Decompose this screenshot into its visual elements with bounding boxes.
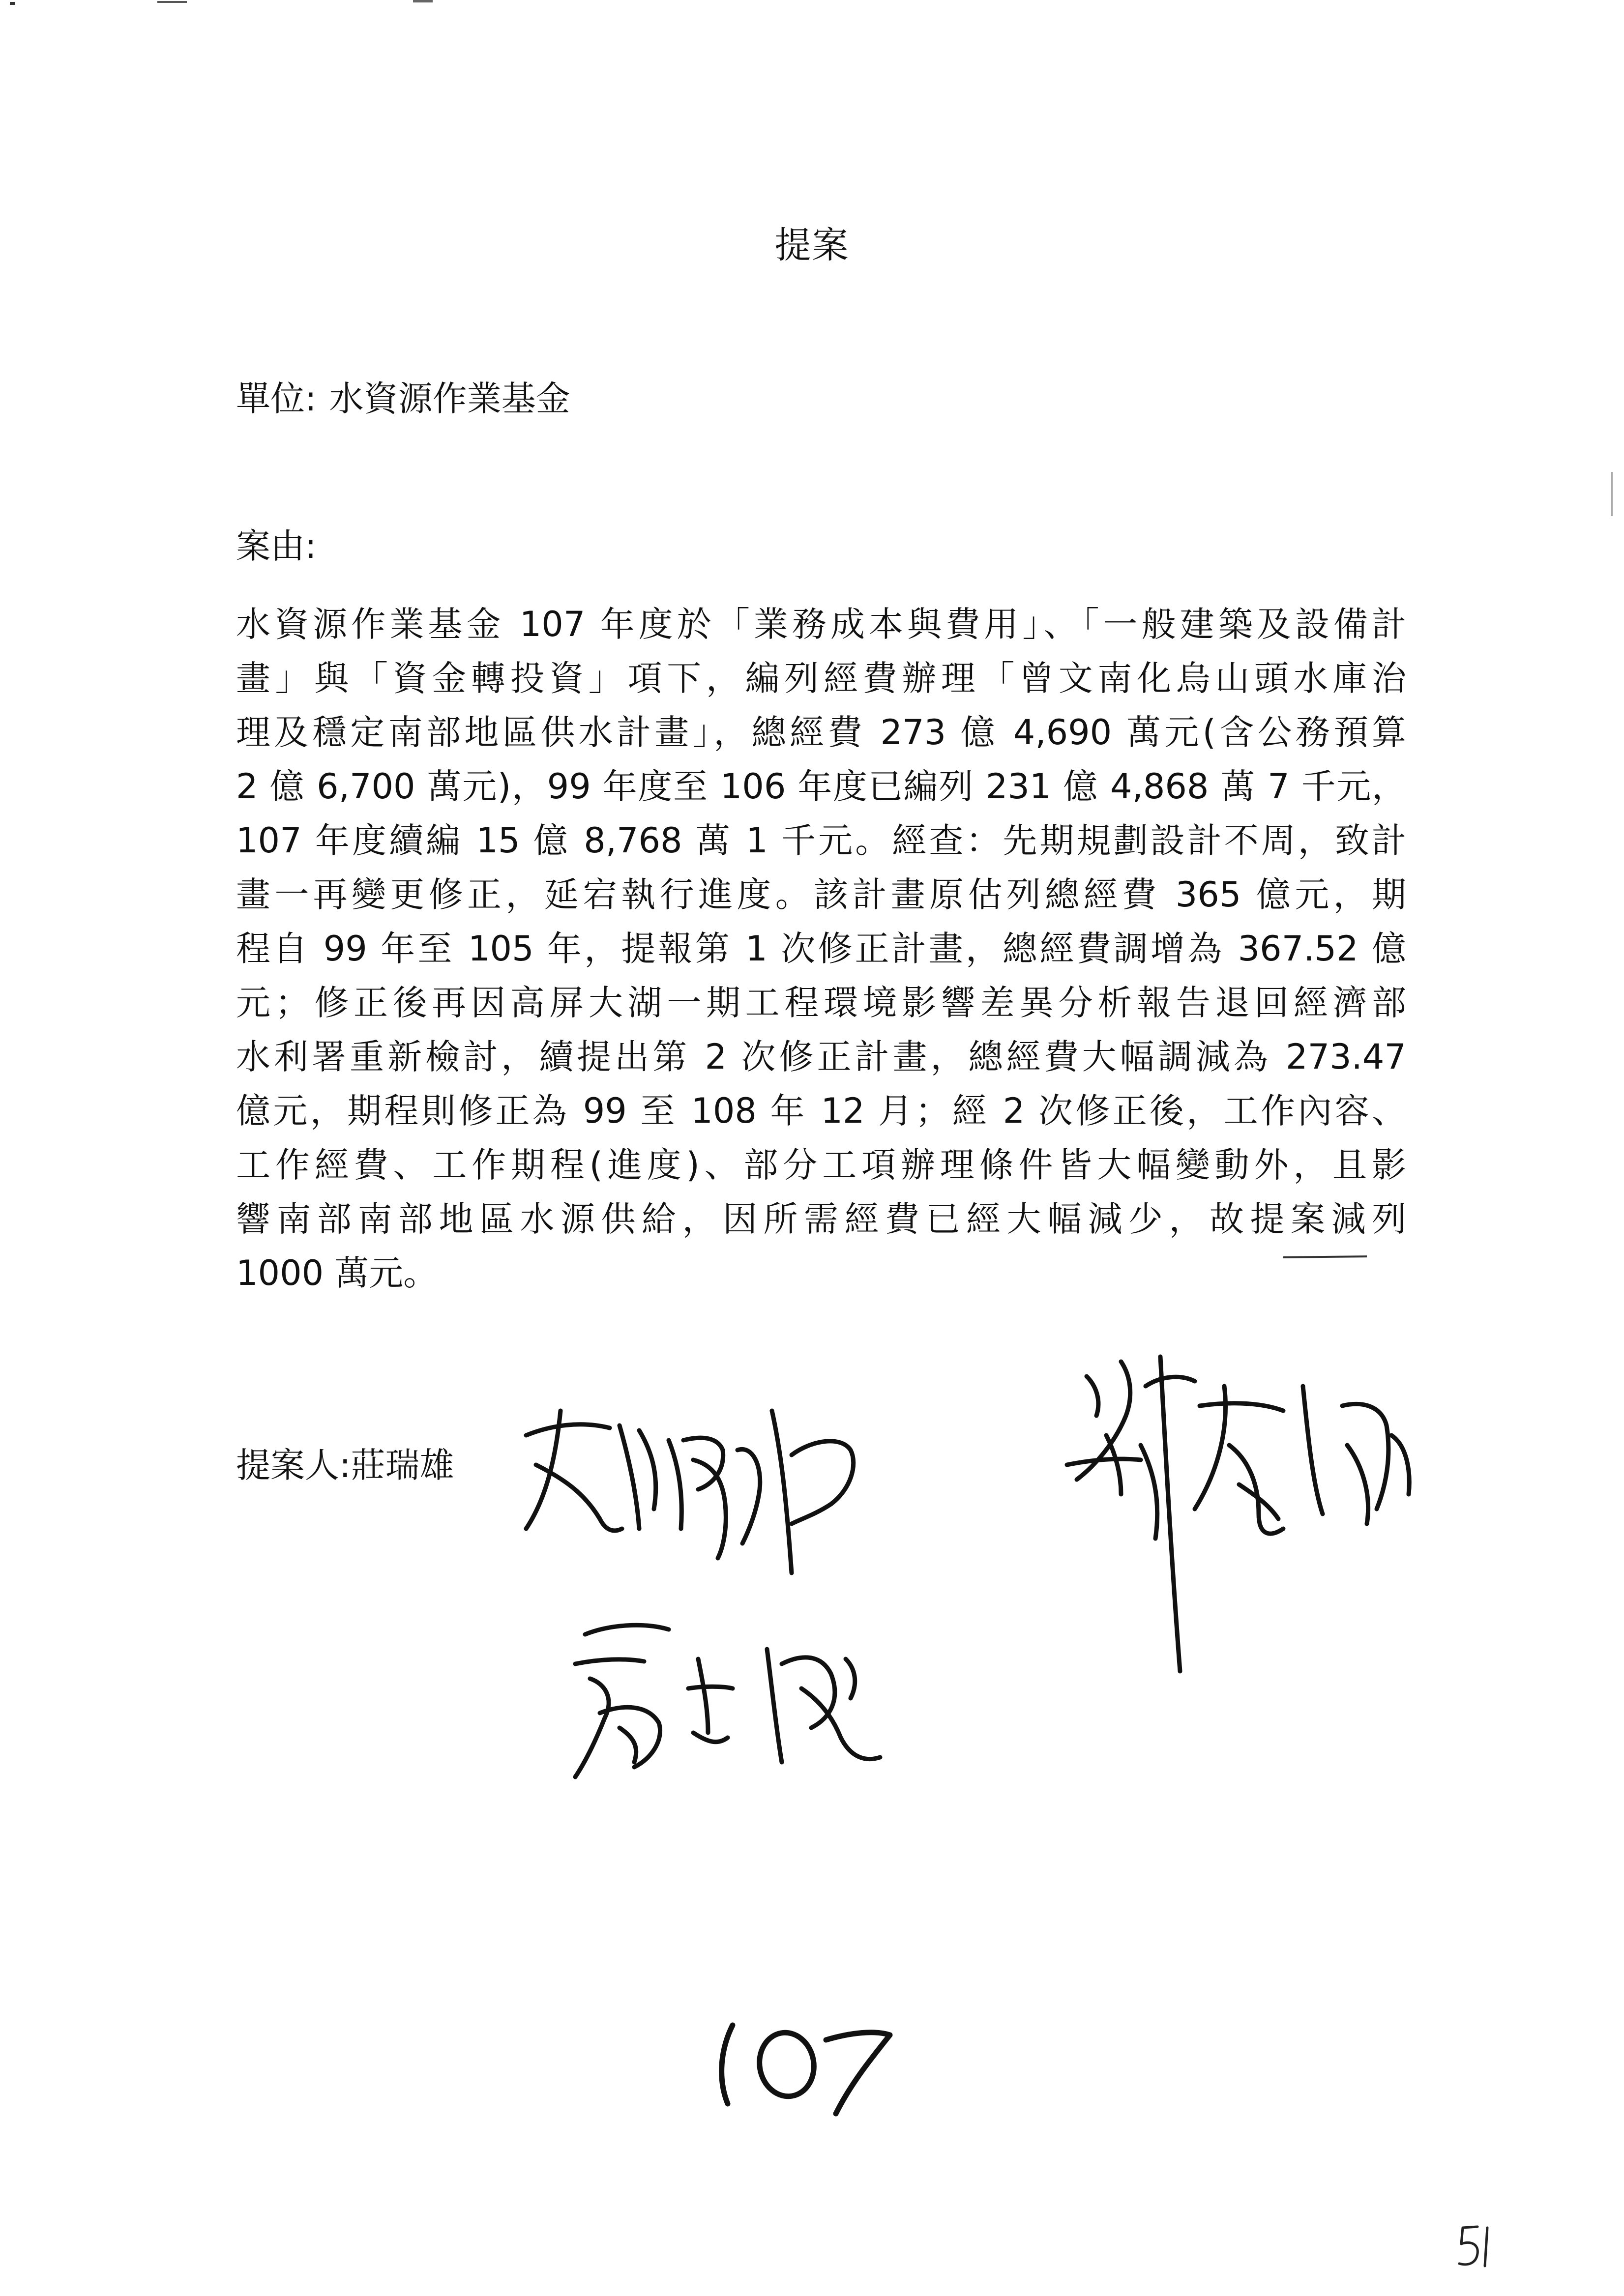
handwritten-signature [506, 1381, 949, 1588]
scan-edge-speck [1610, 472, 1615, 521]
document-title: 提案 [774, 224, 850, 266]
handwritten-signature [556, 1600, 910, 1797]
body-line: 畫一再變更修正，延宕執行進度。該計畫原估列總經費 365 億元，期 [236, 874, 1406, 915]
reason-label: 案由: [236, 526, 317, 566]
body-line: 2 億 6,700 萬元)，99 年度至 106 年度已編列 231 億 4,868 萬 7 千元， [236, 766, 1406, 807]
body-line: 1000 萬元。 [236, 1253, 438, 1293]
handwritten-page-number [1455, 2222, 1500, 2273]
handwritten-number [703, 2005, 900, 2121]
body-line: 水利署重新檢討，續提出第 2 次修正計畫，總經費大幅調減為 273.47 [236, 1037, 1406, 1077]
reason-body [236, 597, 1406, 1300]
body-line: 響南部南部地區水源供給，因所需經費已經大幅減少，故提案減列 [236, 1199, 1406, 1239]
body-line: 畫」與「資金轉投資」項下，編列經費辦理「曾文南化烏山頭水庫治 [236, 658, 1406, 698]
body-line: 工作經費、工作期程(進度)、部分工項辦理條件皆大幅變動外，且影 [236, 1145, 1406, 1185]
handwritten-signature [1047, 1347, 1450, 1691]
body-line: 元；修正後再因高屏大湖一期工程環境影響差異分析報告退回經濟部 [236, 983, 1406, 1023]
unit-label: 單位: [236, 378, 317, 419]
body-line: 億元，期程則修正為 99 至 108 年 12 月；經 2 次修正後，工作內容、 [236, 1091, 1406, 1131]
unit-value: 水資源作業基金 [329, 378, 570, 419]
body-line: 107 年度續編 15 億 8,768 萬 1 千元。經查：先期規劃設計不周，致計 [236, 820, 1406, 861]
unit-line [236, 371, 570, 421]
body-line: 理及穩定南部地區供水計畫」，總經費 273 億 4,690 萬元(含公務預算 [236, 712, 1406, 753]
scan-speck [10, 0, 452, 20]
proposer-line: 提案人:莊瑞雄 [236, 1445, 454, 1485]
body-line: 程自 99 年至 105 年，提報第 1 次修正計畫，總經費調增為 367.52 億 [236, 929, 1406, 969]
body-line: 水資源作業基金 107 年度於「業務成本與費用」、「一般建築及設備計 [236, 604, 1406, 644]
